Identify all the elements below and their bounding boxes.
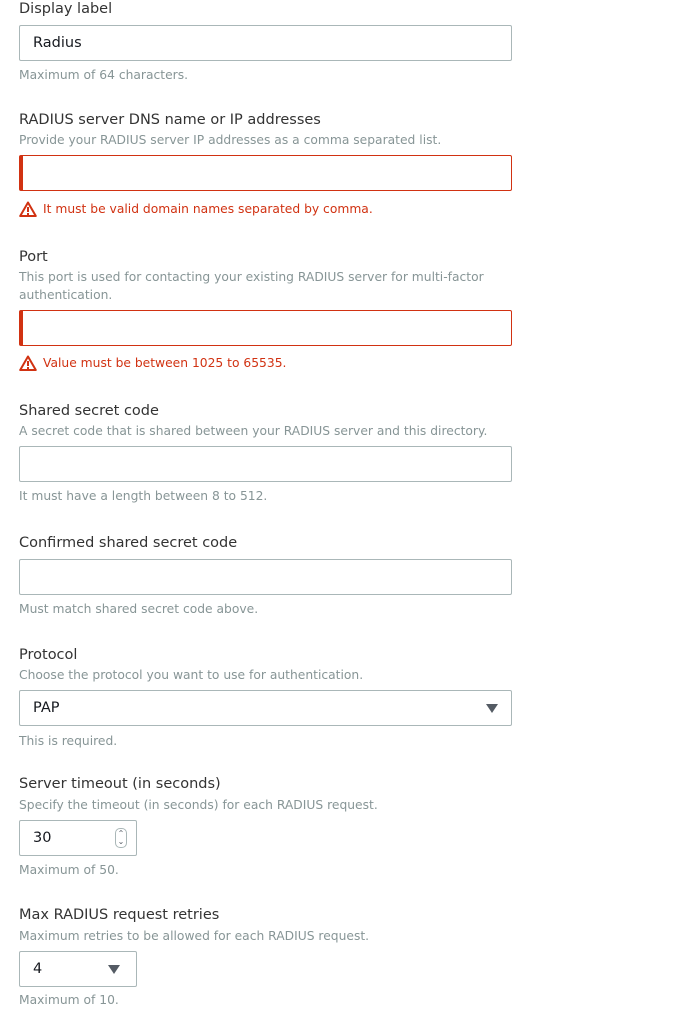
caret-down-icon xyxy=(108,965,120,974)
timeout-label: Server timeout (in seconds) xyxy=(19,776,221,792)
port-error-text: Value must be between 1025 to 65535. xyxy=(43,356,287,370)
timeout-input[interactable] xyxy=(19,820,137,856)
secret-input[interactable] xyxy=(19,446,512,482)
dns-description: Provide your RADIUS server IP addresses as a comma separated list. xyxy=(19,133,442,147)
protocol-select[interactable] xyxy=(19,690,512,726)
port-description: This port is used for contacting your existing RADIUS server for multi-factor authentication. xyxy=(19,270,484,302)
protocol-label: Protocol xyxy=(19,647,78,663)
protocol-value: PAP xyxy=(33,700,60,716)
dns-label: RADIUS server DNS name or IP addresses xyxy=(19,112,321,128)
timeout-value: 30 xyxy=(33,830,52,846)
display-label-hint: Maximum of 64 characters. xyxy=(19,68,189,82)
display-label-label: Display label xyxy=(19,1,113,17)
retries-description: Maximum retries to be allowed for each RADIUS request. xyxy=(19,929,370,943)
stepper-icon[interactable]: ⌃ ⌄ xyxy=(115,828,127,848)
protocol-description: Choose the protocol you want to use for authentication. xyxy=(19,668,364,682)
dns-error-text: It must be valid domain names separated by comma. xyxy=(43,202,373,216)
retries-value: 4 xyxy=(33,961,43,977)
secret-description: A secret code that is shared between your RADIUS server and this directory. xyxy=(19,424,488,438)
confirm-hint: Must match shared secret code above. xyxy=(19,602,259,616)
port-error xyxy=(19,354,286,372)
retries-select[interactable] xyxy=(19,951,137,987)
caret-down-icon xyxy=(486,704,498,713)
dns-error xyxy=(19,200,373,218)
confirm-label: Confirmed shared secret code xyxy=(19,535,238,551)
retries-hint: Maximum of 10. xyxy=(19,993,119,1007)
warning-icon xyxy=(19,201,37,217)
secret-hint: It must have a length between 8 to 512. xyxy=(19,489,268,503)
protocol-hint: This is required. xyxy=(19,734,118,748)
timeout-hint: Maximum of 50. xyxy=(19,863,119,877)
port-label: Port xyxy=(19,249,48,265)
secret-label: Shared secret code xyxy=(19,403,159,419)
port-input[interactable] xyxy=(19,310,512,346)
dns-input[interactable] xyxy=(19,155,512,191)
retries-label: Max RADIUS request retries xyxy=(19,907,220,923)
display-label-input[interactable]: Radius xyxy=(19,25,512,61)
warning-icon xyxy=(19,355,37,371)
confirm-input[interactable] xyxy=(19,559,512,595)
timeout-description: Specify the timeout (in seconds) for each RADIUS request. xyxy=(19,798,378,812)
